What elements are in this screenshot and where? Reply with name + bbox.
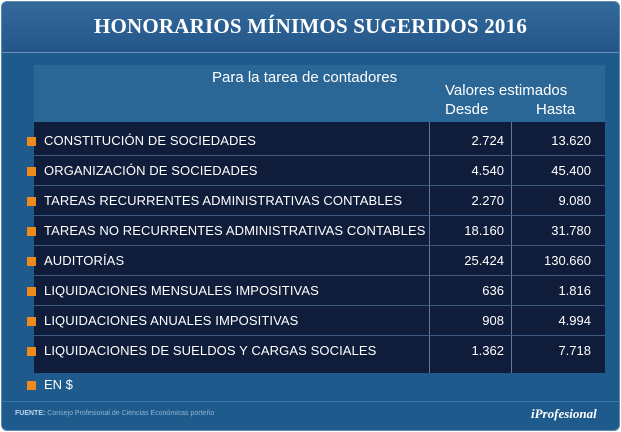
value-hasta: 1.816: [558, 283, 591, 298]
table-row: [34, 157, 605, 187]
bullet-marker: [27, 317, 36, 326]
value-hasta: 130.660: [544, 253, 591, 268]
row-label: TAREAS RECURRENTES ADMINISTRATIVAS CONTABLES: [44, 193, 403, 208]
row-divider: [34, 305, 605, 306]
bullet-marker: [27, 137, 36, 146]
table-row: [34, 187, 605, 217]
title-bar: [2, 2, 619, 53]
value-desde: 2.270: [471, 193, 504, 208]
page-title: HONORARIOS MÍNIMOS SUGERIDOS 2016: [93, 14, 528, 38]
fees-table: [34, 65, 605, 373]
row-divider: [34, 275, 605, 276]
table-row: [34, 127, 605, 157]
bullet-marker: [27, 287, 36, 296]
value-hasta: 31.780: [551, 223, 591, 238]
value-hasta: 7.718: [558, 343, 591, 358]
table-row: [34, 247, 605, 277]
bullet-marker: [27, 347, 36, 356]
row-label: LIQUIDACIONES ANUALES IMPOSITIVAS: [44, 313, 299, 328]
table-row: [34, 277, 605, 307]
row-divider: [34, 185, 605, 186]
value-desde: 1.362: [471, 343, 504, 358]
column-header-hasta: Hasta: [536, 101, 576, 118]
value-hasta: 45.400: [551, 163, 591, 178]
currency-note: EN $: [44, 377, 73, 392]
row-label: TAREAS NO RECURRENTES ADMINISTRATIVAS CONTABLES: [44, 223, 426, 238]
table-row: [34, 307, 605, 337]
bullet-marker: [27, 381, 36, 390]
value-hasta: 13.620: [551, 133, 591, 148]
source-text: Consejo Profesional de Ciencias Económicas porteño: [47, 410, 215, 417]
value-desde: 2.724: [471, 133, 504, 148]
value-desde: 908: [482, 313, 504, 328]
value-hasta: 4.994: [558, 313, 591, 328]
bullet-marker: [27, 257, 36, 266]
source-note: [15, 410, 214, 417]
table-subtitle: Para la tarea de contadores: [212, 69, 398, 86]
row-divider: [34, 335, 605, 336]
brand-logo: iProfesional: [531, 406, 597, 421]
row-label: AUDITORÍAS: [44, 253, 125, 268]
value-desde: 636: [482, 283, 504, 298]
value-hasta: 9.080: [558, 193, 591, 208]
bullet-marker: [27, 227, 36, 236]
footer-divider: [2, 401, 619, 402]
row-divider: [34, 155, 605, 156]
bullet-marker: [27, 197, 36, 206]
row-label: LIQUIDACIONES MENSUALES IMPOSITIVAS: [44, 283, 319, 298]
value-desde: 18.160: [464, 223, 504, 238]
table-row: [34, 217, 605, 247]
row-label: ORGANIZACIÓN DE SOCIEDADES: [44, 163, 258, 178]
row-label: CONSTITUCIÓN DE SOCIEDADES: [44, 133, 257, 148]
table-row: [34, 337, 605, 367]
infographic-frame: [1, 1, 620, 431]
value-desde: 4.540: [471, 163, 504, 178]
row-divider: [34, 245, 605, 246]
row-label: LIQUIDACIONES DE SUELDOS Y CARGAS SOCIALES: [44, 343, 377, 358]
table-header: [34, 65, 605, 122]
row-divider: [34, 215, 605, 216]
value-desde: 25.424: [464, 253, 504, 268]
source-label: FUENTE:: [15, 410, 46, 417]
values-label: Valores estimados: [445, 82, 568, 99]
column-header-desde: Desde: [445, 101, 489, 118]
bullet-marker: [27, 167, 36, 176]
